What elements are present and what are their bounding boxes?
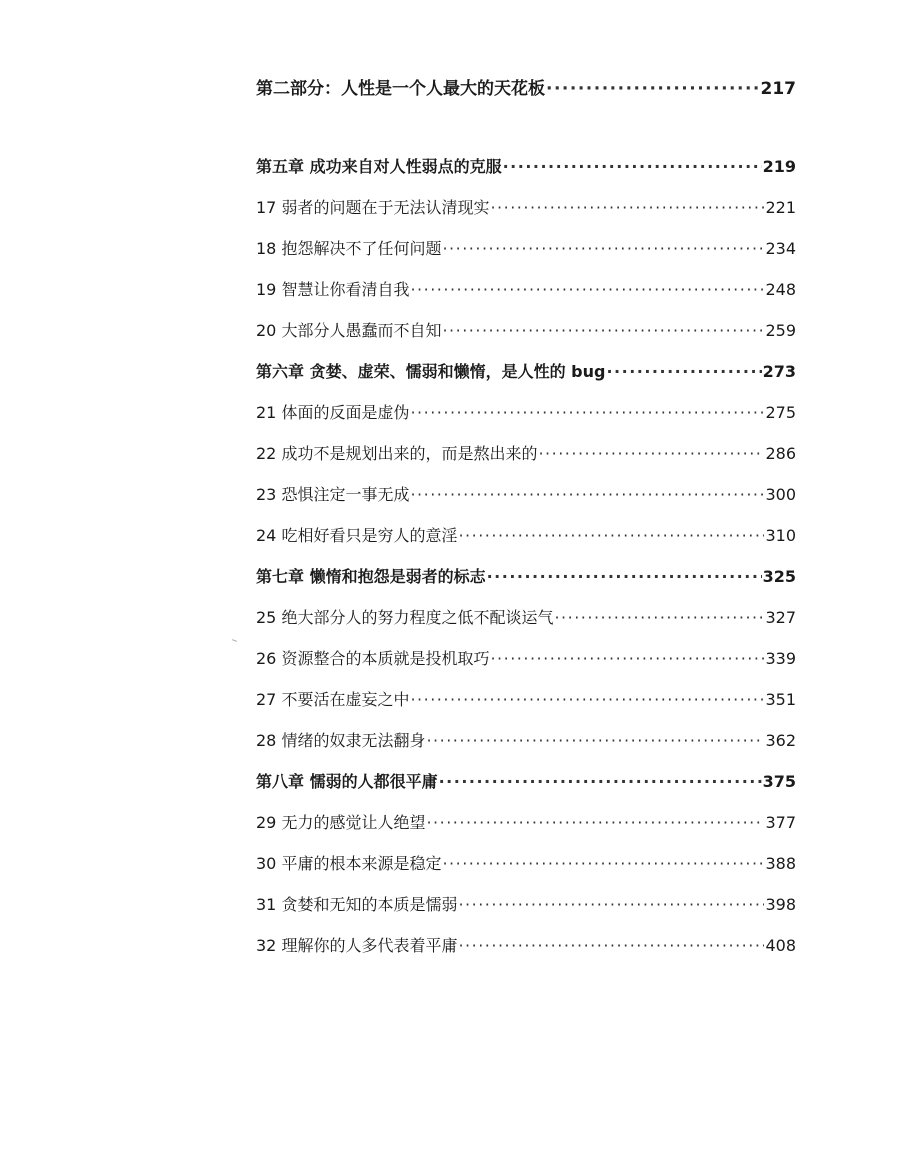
toc-article-entry [256,728,796,758]
toc-entry-title: 25 绝大部分人的努力程度之低不配谈运气 [256,608,554,627]
toc-entry-page: 398 [765,895,796,914]
toc-dot-leader [458,526,764,545]
toc-article-entry [256,195,796,225]
toc-entry-page: 275 [765,403,796,422]
toc-dot-leader [487,567,762,586]
toc-dot-leader [458,895,764,914]
toc-entry-title: 第八章 懦弱的人都很平庸 [256,772,438,791]
toc-entry-page: 325 [762,567,796,586]
toc-entry-page: 375 [762,772,796,791]
toc-part-title: 第二部分：人性是一个人最大的天花板 [256,79,545,99]
toc-entry-page: 300 [765,485,796,504]
toc-chapter-entry [256,769,796,799]
toc-dot-leader [538,444,764,463]
toc-dot-leader [503,157,762,176]
toc-chapter-entry [256,359,796,389]
toc-article-entry [256,482,796,512]
toc-entry-page: 310 [765,526,796,545]
toc-dot-leader [426,731,764,750]
toc-entry-page: 327 [765,608,796,627]
scan-speck [232,639,237,642]
toc-entry-page: 273 [762,362,796,381]
toc-entry-title: 第六章 贪婪、虚荣、懦弱和懒惰，是人性的 bug [256,362,606,381]
toc-article-entry [256,605,796,635]
toc-entry-title: 29 无力的感觉让人绝望 [256,813,426,832]
toc-entry-page: 219 [762,157,796,176]
toc-entry-page: 248 [765,280,796,299]
toc-entry-page: 362 [765,731,796,750]
toc-dot-leader [426,813,764,832]
toc-dot-leader [442,321,764,340]
toc-entry-page: 408 [765,936,796,955]
toc-chapter-entry [256,154,796,184]
toc-entry-page: 388 [765,854,796,873]
toc-entry-title: 18 抱怨解决不了任何问题 [256,239,442,258]
toc-article-entry [256,851,796,881]
toc-entry-title: 22 成功不是规划出来的，而是熬出来的 [256,444,538,463]
toc-entry-title: 32 理解你的人多代表着平庸 [256,936,458,955]
toc-entry-page: 339 [765,649,796,668]
toc-entry-title: 第五章 成功来自对人性弱点的克服 [256,157,502,176]
toc-article-entry [256,933,796,963]
toc-dot-leader [410,403,764,422]
toc-article-entry [256,441,796,471]
toc-entry-title: 31 贪婪和无知的本质是懦弱 [256,895,458,914]
toc-article-entry [256,236,796,266]
toc-dot-leader [410,280,764,299]
toc-article-entry [256,318,796,348]
toc-entry-page: 377 [765,813,796,832]
toc-entry-page: 286 [765,444,796,463]
toc-entry-title: 27 不要活在虚妄之中 [256,690,410,709]
toc-dot-leader [490,649,764,668]
toc-entry-page: 221 [765,198,796,217]
toc-article-entry [256,646,796,676]
toc-entry-title: 第七章 懒惰和抱怨是弱者的标志 [256,567,486,586]
toc-entry-page: 234 [765,239,796,258]
toc-dot-leader [442,239,764,258]
toc-dot-leader [442,854,764,873]
toc-dot-leader [606,362,761,381]
toc-article-entry [256,892,796,922]
toc-dot-leader [410,485,764,504]
toc-article-entry [256,400,796,430]
toc-part-heading [256,74,796,104]
toc-article-entry [256,277,796,307]
toc-entry-page: 259 [765,321,796,340]
toc-dot-leader [410,690,764,709]
toc-entry-title: 28 情绪的奴隶无法翻身 [256,731,426,750]
toc-dot-leader [458,936,764,955]
toc-chapter-entry [256,564,796,594]
toc-dot-leader [439,772,762,791]
toc-part-page: 217 [760,79,796,99]
toc-article-entry [256,523,796,553]
toc-dot-leader [490,198,764,217]
toc-entry-title: 23 恐惧注定一事无成 [256,485,410,504]
toc-entry-title: 20 大部分人愚蠢而不自知 [256,321,442,340]
toc-entry-title: 30 平庸的根本来源是稳定 [256,854,442,873]
toc-article-entry [256,687,796,717]
toc-article-entry [256,810,796,840]
toc-entry-title: 19 智慧让你看清自我 [256,280,410,299]
toc-entry-title: 17 弱者的问题在于无法认清现实 [256,198,490,217]
toc-dot-leader [546,79,760,99]
toc-entry-page: 351 [765,690,796,709]
toc-entry-title: 21 体面的反面是虚伪 [256,403,410,422]
toc-entry-title: 26 资源整合的本质就是投机取巧 [256,649,490,668]
toc-dot-leader [554,608,764,627]
toc-entry-title: 24 吃相好看只是穷人的意淫 [256,526,458,545]
